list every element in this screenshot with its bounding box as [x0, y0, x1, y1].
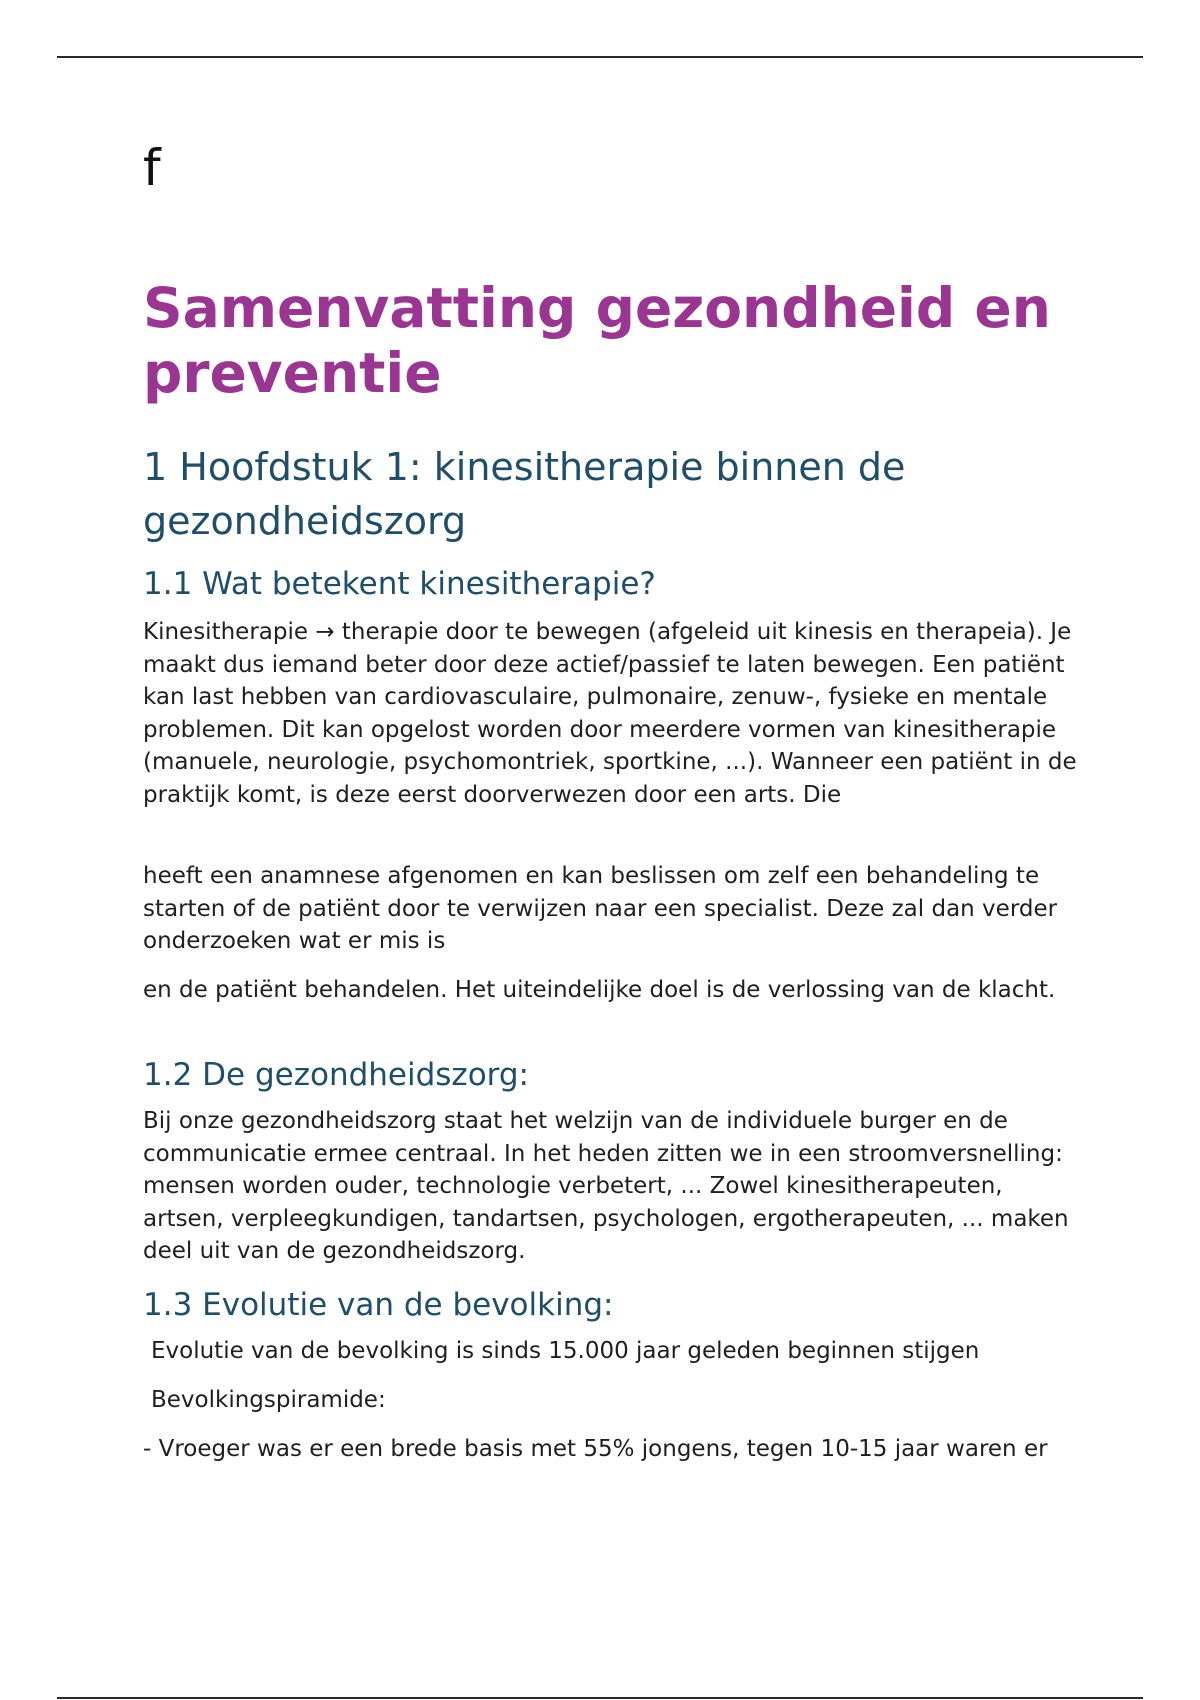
paragraph: Evolutie van de bevolking is sinds 15.000 jaar geleden beginnen stijgen: [151, 1338, 980, 1364]
section-heading-1-3: 1.3 Evolutie van de bevolking:: [143, 1287, 614, 1323]
paragraph: Bevolkingspiramide:: [151, 1387, 386, 1413]
bottom-rule: [57, 1697, 1143, 1699]
section-heading-1-2: 1.2 De gezondheidszorg:: [143, 1057, 529, 1093]
paragraph: Bij onze gezondheidszorg staat het welzijn van de individuele burger en de communicatie ermee centraal. In het heden zitten we in een stroomversnelling: mensen worden ouder, technologie verbetert, ... Zowel kinesitherapeuten, artsen, verpleegkundigen, tandartsen, psychologen, ergotherapeuten, ... maken deel uit van de gezondheidszorg.: [143, 1108, 1069, 1264]
section-heading-1-1: 1.1 Wat betekent kinesitherapie?: [143, 566, 656, 602]
paragraph: Kinesitherapie → therapie door te bewegen (afgeleid uit kinesis en therapeia). Je maakt dus iemand beter door deze actief/passief te laten bewegen. Een patiënt kan last hebben van cardiovasculaire, pulmonaire, zenuw-, fysieke en mentale problemen. Dit kan opgelost worden door meerdere vormen van kinesitherapie (manuele, neurologie, psychomontriek, sportkine, ...). Wanneer een patiënt in de praktijk komt, is deze eerst doorverwezen door een arts. Die: [143, 619, 1077, 808]
chapter-heading: 1 Hoofdstuk 1: kinesitherapie binnen de gezondheidszorg: [143, 445, 906, 543]
top-rule: [57, 56, 1143, 58]
paragraph: heeft een anamnese afgenomen en kan beslissen om zelf een behandeling te starten of de patiënt door te verwijzen naar een specialist. Deze zal dan verder onderzoeken wat er mis is: [143, 863, 1058, 954]
document-title: Samenvatting gezondheid en preventie: [143, 276, 1051, 405]
paragraph: en de patiënt behandelen. Het uiteindelijke doel is de verlossing van de klacht.: [143, 977, 1056, 1003]
stray-character: f: [143, 139, 161, 197]
list-item: - Vroeger was er een brede basis met 55% jongens, tegen 10-15 jaar waren er: [143, 1436, 1048, 1462]
